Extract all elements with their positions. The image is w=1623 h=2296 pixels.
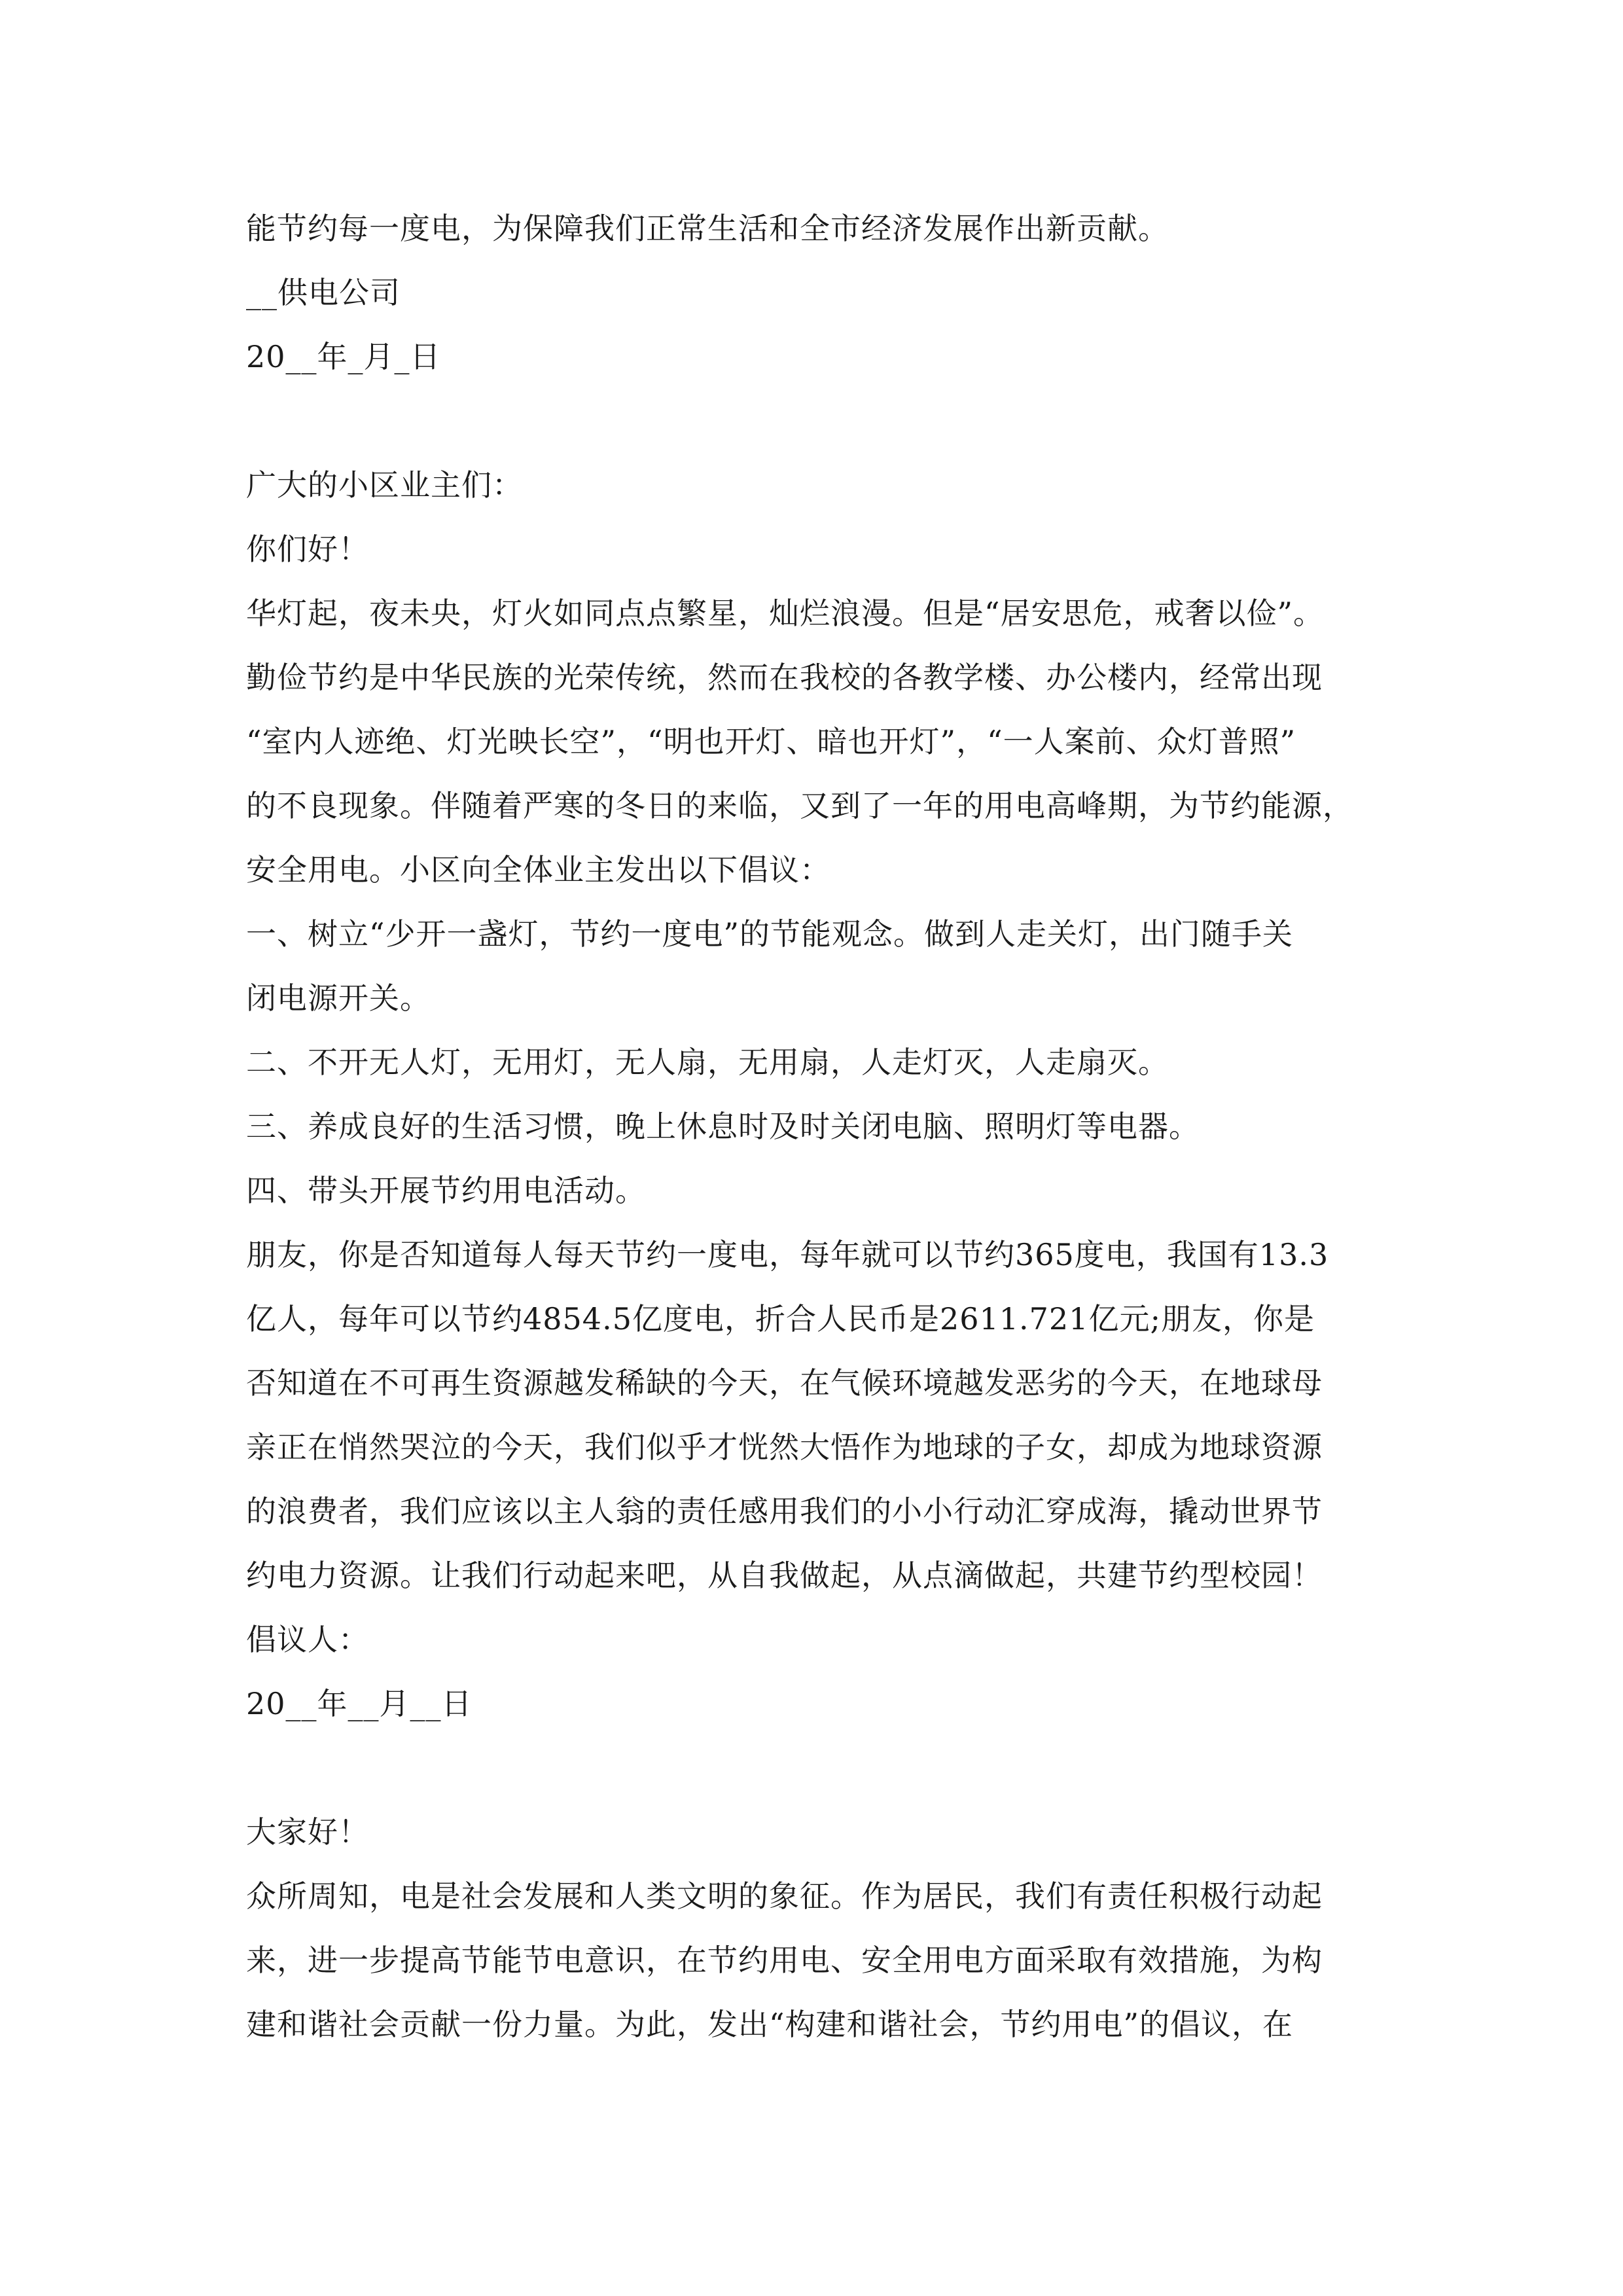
- paragraph-line: 建和谐社会贡献一份力量。为此，发出“构建和谐社会，节约用电”的倡议，在: [246, 2007, 1294, 2042]
- list-item-line: 一、树立“少开一盏灯，节约一度电”的节能观念。做到人走关灯，出门随手关: [246, 916, 1294, 952]
- signer-line: 倡议人：: [246, 1622, 369, 1657]
- paragraph-line: 亲正在悄然哭泣的今天，我们似乎才恍然大悟作为地球的子女，却成为地球资源: [246, 1429, 1323, 1465]
- signature-line: __供电公司: [246, 275, 401, 310]
- paragraph-line: 安全用电。小区向全体业主发出以下倡议：: [246, 852, 830, 888]
- date-line: 20__年_月_日: [246, 339, 441, 374]
- greeting-line: 你们好！: [246, 531, 369, 567]
- paragraph-line: 的不良现象。伴随着严寒的冬日的来临，又到了一年的用电高峰期，为节约能源，: [246, 788, 1353, 823]
- paragraph-line: 朋友，你是否知道每人每天节约一度电，每年就可以节约365度电，我国有13.3: [246, 1237, 1329, 1272]
- list-item-line: 四、带头开展节约用电活动。: [246, 1173, 646, 1208]
- paragraph-line: 众所周知，电是社会发展和人类文明的象征。作为居民，我们有责任积极行动起: [246, 1878, 1323, 1914]
- paragraph-line: 否知道在不可再生资源越发稀缺的今天，在气候环境越发恶劣的今天，在地球母: [246, 1365, 1323, 1401]
- salutation-line: 广大的小区业主们：: [246, 467, 523, 503]
- greeting-line: 大家好！: [246, 1814, 369, 1850]
- paragraph-line: 勤俭节约是中华民族的光荣传统，然而在我校的各教学楼、办公楼内，经常出现: [246, 660, 1323, 695]
- paragraph-line: 亿人，每年可以节约4854.5亿度电，折合人民币是2611.721亿元;朋友，你是: [246, 1301, 1315, 1336]
- date-line: 20__年__月__日: [246, 1686, 473, 1721]
- paragraph-line: 来，进一步提高节能节电意识，在节约用电、安全用电方面采取有效措施，为构: [246, 1943, 1323, 1978]
- paragraph-line: 的浪费者，我们应该以主人翁的责任感用我们的小小行动汇穿成海，撬动世界节: [246, 1494, 1323, 1529]
- list-item-line: 闭电源开关。: [246, 980, 431, 1016]
- paragraph-line: 能节约每一度电，为保障我们正常生活和全市经济发展作出新贡献。: [246, 211, 1169, 246]
- paragraph-line: 约电力资源。让我们行动起来吧，从自我做起，从点滴做起，共建节约型校园！: [246, 1558, 1323, 1593]
- paragraph-line: 华灯起，夜未央，灯火如同点点繁星，灿烂浪漫。但是“居安思危，戒奢以俭”。: [246, 596, 1325, 631]
- list-item-line: 二、不开无人灯，无用灯，无人扇，无用扇，人走灯灭，人走扇灭。: [246, 1045, 1169, 1080]
- paragraph-line: “室内人迹绝、灯光映长空”，“明也开灯、暗也开灯”，“一人案前、众灯普照”: [246, 724, 1296, 759]
- list-item-line: 三、养成良好的生活习惯，晚上休息时及时关闭电脑、照明灯等电器。: [246, 1109, 1200, 1144]
